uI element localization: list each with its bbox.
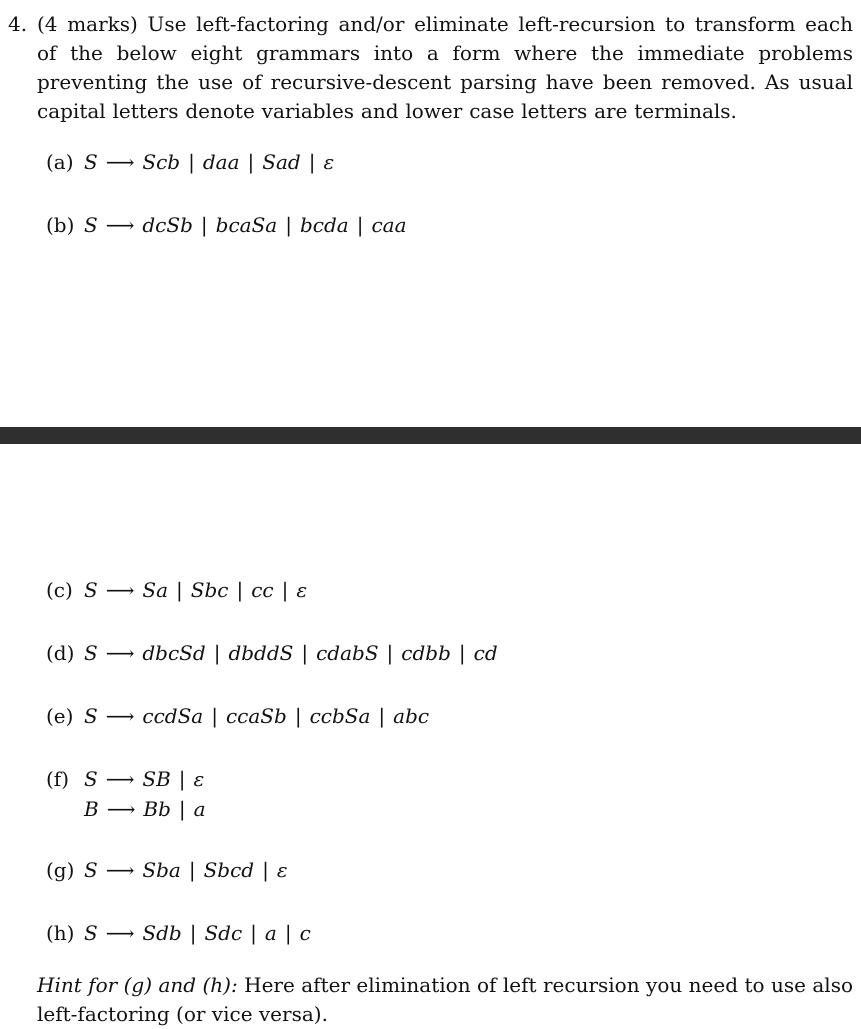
production-alternative: cc [251, 578, 274, 602]
hint-paragraph [37, 971, 853, 1029]
grammar-lhs: B [84, 797, 99, 821]
production-alternative: daa [202, 150, 240, 174]
grammar-h [46, 918, 311, 948]
production-alternative: ccaSb [225, 704, 287, 728]
grammar-f-line-1 [46, 764, 206, 794]
production-alternative: Sbcd [203, 858, 255, 882]
production-arrow: ⟶ [105, 150, 135, 174]
alternative-separator: | [308, 150, 316, 174]
problem-number: 4. [8, 12, 28, 36]
grammar-f-line-2 [46, 794, 206, 824]
grammar-label: (d) [46, 641, 75, 665]
alternative-separator: | [378, 704, 386, 728]
grammar-lhs: S [84, 578, 98, 602]
alternative-separator: | [386, 641, 394, 665]
production-alternative: Sa [142, 578, 168, 602]
hint-text: Here after elimination of left recursion you need to use also left-factoring (or vice versa). [37, 973, 853, 1026]
production-alternative: cd [473, 641, 498, 665]
alternative-separator: | [281, 578, 289, 602]
production-alternative: Scb [142, 150, 181, 174]
grammar-lhs: S [84, 150, 98, 174]
production-arrow: ⟶ [105, 767, 135, 791]
grammar-a [46, 147, 334, 177]
production-alternative: ε [323, 150, 335, 174]
grammar-label: (a) [46, 150, 74, 174]
production-alternative: Bb [143, 797, 171, 821]
production-alternative: ε [296, 578, 308, 602]
alternative-separator: | [247, 150, 255, 174]
production-alternative: Sba [142, 858, 181, 882]
grammar-d [46, 638, 498, 668]
production-arrow: ⟶ [105, 921, 135, 945]
production-alternative: bcaSa [215, 213, 278, 237]
alternative-separator: | [250, 921, 257, 945]
grammar-label: (c) [46, 578, 73, 602]
production-alternative: abc [393, 704, 430, 728]
alternative-separator: | [188, 858, 196, 882]
production-alternative: ε [276, 858, 288, 882]
alternative-separator: | [189, 921, 197, 945]
grammar-lhs: S [84, 704, 98, 728]
production-alternative: cdbb [401, 641, 451, 665]
grammar-label: (e) [46, 704, 74, 728]
grammar-label: (h) [46, 921, 75, 945]
production-alternative: Sdc [204, 921, 243, 945]
production-alternative: Sbc [190, 578, 229, 602]
alternative-separator: | [188, 150, 195, 174]
grammar-label: (g) [46, 858, 75, 882]
alternative-separator: | [200, 213, 208, 237]
production-arrow: ⟶ [105, 213, 135, 237]
production-arrow: ⟶ [105, 704, 135, 728]
grammar-lhs: S [84, 641, 98, 665]
alternative-separator: | [458, 641, 466, 665]
alternative-separator: | [213, 641, 221, 665]
grammar-label: (b) [46, 213, 75, 237]
production-alternative: dcSb [142, 213, 193, 237]
production-alternative: dbddS [228, 641, 294, 665]
grammar-c [46, 575, 307, 605]
production-alternative: ccdSa [142, 704, 204, 728]
production-alternative: c [299, 921, 311, 945]
production-alternative: ε [193, 767, 205, 791]
alternative-separator: | [294, 704, 302, 728]
grammar-lhs: S [84, 921, 98, 945]
production-arrow: ⟶ [105, 578, 135, 602]
alternative-separator: | [178, 797, 186, 821]
alternative-separator: | [178, 767, 186, 791]
production-alternative: cdabS [316, 641, 379, 665]
alternative-separator: | [176, 578, 183, 602]
production-arrow: ⟶ [105, 858, 135, 882]
production-alternative: Sad [262, 150, 301, 174]
alternative-separator: | [236, 578, 244, 602]
alternative-separator: | [356, 213, 364, 237]
production-alternative: ccbSa [309, 704, 371, 728]
grammar-label: (f) [46, 767, 70, 791]
grammar-e [46, 701, 429, 731]
alternative-separator: | [285, 213, 292, 237]
production-arrow: ⟶ [105, 641, 135, 665]
alternative-separator: | [301, 641, 309, 665]
grammar-lhs: S [84, 767, 98, 791]
grammar-g [46, 855, 288, 885]
production-alternative: dbcSd [142, 641, 206, 665]
grammar-lhs: S [84, 213, 98, 237]
production-alternative: a [193, 797, 206, 821]
production-alternative: Sdb [142, 921, 182, 945]
page-divider [0, 427, 861, 444]
production-alternative: SB [142, 767, 171, 791]
alternative-separator: | [284, 921, 292, 945]
alternative-separator: | [262, 858, 269, 882]
production-alternative: caa [371, 213, 407, 237]
hint-label: Hint for (g) and (h): [37, 973, 238, 997]
production-alternative: bcda [299, 213, 349, 237]
grammar-b [46, 210, 407, 240]
alternative-separator: | [211, 704, 218, 728]
problem-statement: (4 marks) Use left-factoring and/or eliminate left-recursion to transform each of the below eight grammars into a form where the immediate problems preventing the use of recursive-descent parsing have been removed. As usual capital letters denote variables and lower case letters are terminals. [37, 12, 853, 123]
grammar-f [46, 764, 206, 824]
production-arrow: ⟶ [106, 797, 136, 821]
production-alternative: a [264, 921, 277, 945]
grammar-lhs: S [84, 858, 98, 882]
